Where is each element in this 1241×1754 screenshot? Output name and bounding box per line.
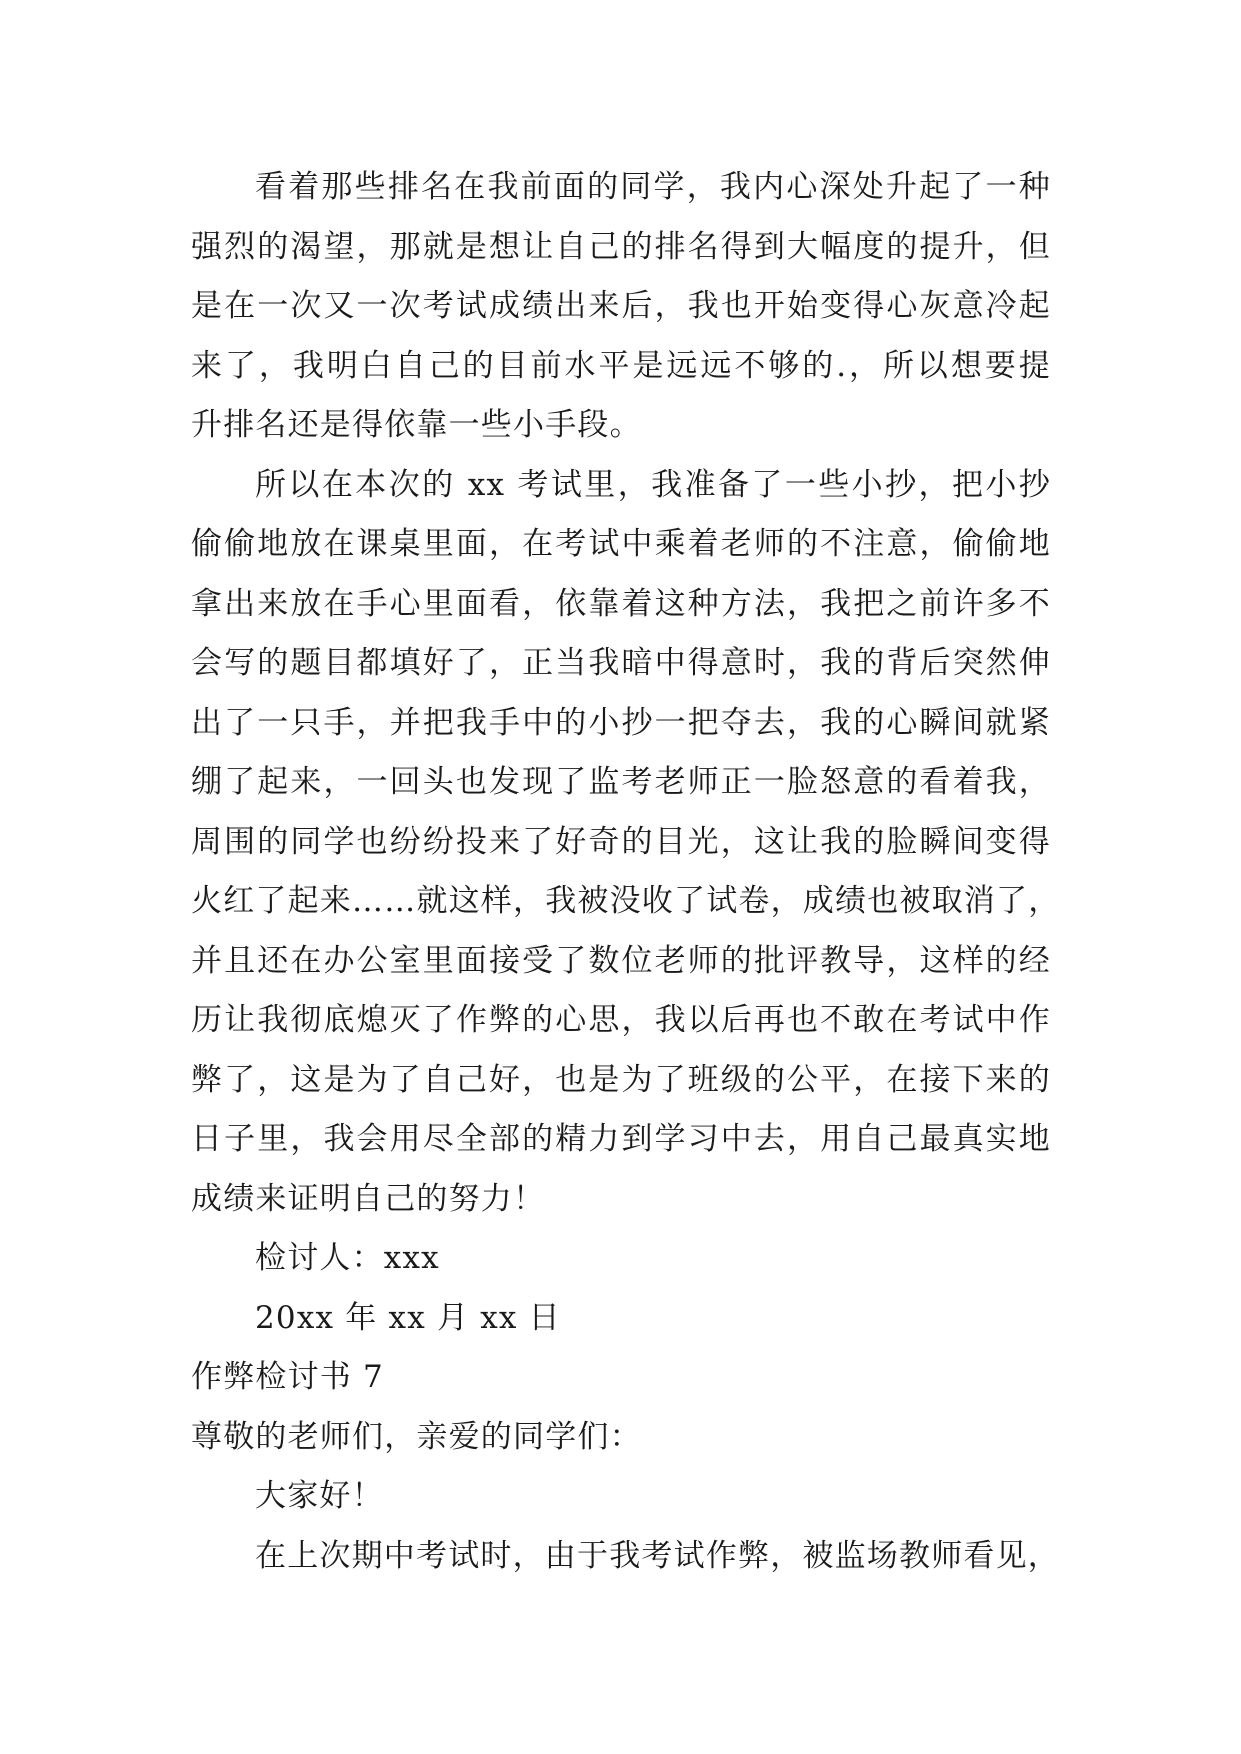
- text-line: 拿出来放在手心里面看，依靠着这种方法，我把之前许多不: [191, 585, 1051, 622]
- greeting: 大家好！: [255, 1478, 384, 1514]
- date-line: 20xx 年 xx 月 xx 日: [255, 1299, 561, 1336]
- text-line: 周围的同学也纷纷投来了好奇的目光，这让我的脸瞬间变得: [191, 823, 1051, 860]
- text-line: 火红了起来……就这样，我被没收了试卷，成绩也被取消了，: [191, 883, 1061, 919]
- text-line: 日子里，我会用尽全部的精力到学习中去，用自己最真实地: [191, 1121, 1051, 1157]
- document-body: [191, 158, 1061, 1586]
- text-line: 是在一次又一次考试成绩出来后，我也开始变得心灰意冷起: [191, 288, 1051, 324]
- text-line: 成绩来证明自己的努力！: [191, 1180, 546, 1217]
- signature-line: 检讨人：xxx: [255, 1240, 440, 1276]
- text-line: 出了一只手，并把我手中的小抄一把夺去，我的心瞬间就紧: [191, 704, 1051, 741]
- text-line: 强烈的渴望，那就是想让自己的排名得到大幅度的提升，但: [191, 228, 1051, 265]
- text-line: 会写的题目都填好了，正当我暗中得意时，我的背后突然伸: [191, 645, 1051, 681]
- text-line: 弊了，这是为了自己好，也是为了班级的公平，在接下来的: [191, 1061, 1051, 1098]
- section-title: 作弊检讨书 7: [191, 1359, 384, 1395]
- text-line: 升排名还是得依靠一些小手段。: [191, 407, 642, 443]
- text-line: 看着那些排名在我前面的同学，我内心深处升起了一种: [255, 169, 1051, 205]
- text-line: 来了，我明白自己的目前水平是远远不够的.，所以想要提: [191, 347, 1051, 384]
- text-line: 偷偷地放在课桌里面，在考试中乘着老师的不注意，偷偷地: [191, 526, 1051, 562]
- paragraph-1: [191, 158, 1051, 456]
- salutation: 尊敬的老师们，亲爱的同学们：: [191, 1418, 642, 1455]
- text-line: 历让我彻底熄灭了作弊的心思，我以后再也不敢在考试中作: [191, 1002, 1051, 1038]
- paragraph-2: [191, 456, 1061, 1230]
- paragraph-3-line: 在上次期中考试时，由于我考试作弊，被监场教师看见，: [255, 1537, 1060, 1574]
- text-line: 所以在本次的 xx 考试里，我准备了一些小抄，把小抄: [255, 466, 1051, 503]
- text-line: 并且还在办公室里面接受了数位老师的批评教导，这样的经: [191, 942, 1051, 979]
- text-line: 绷了起来，一回头也发现了监考老师正一脸怒意的看着我，: [191, 764, 1051, 800]
